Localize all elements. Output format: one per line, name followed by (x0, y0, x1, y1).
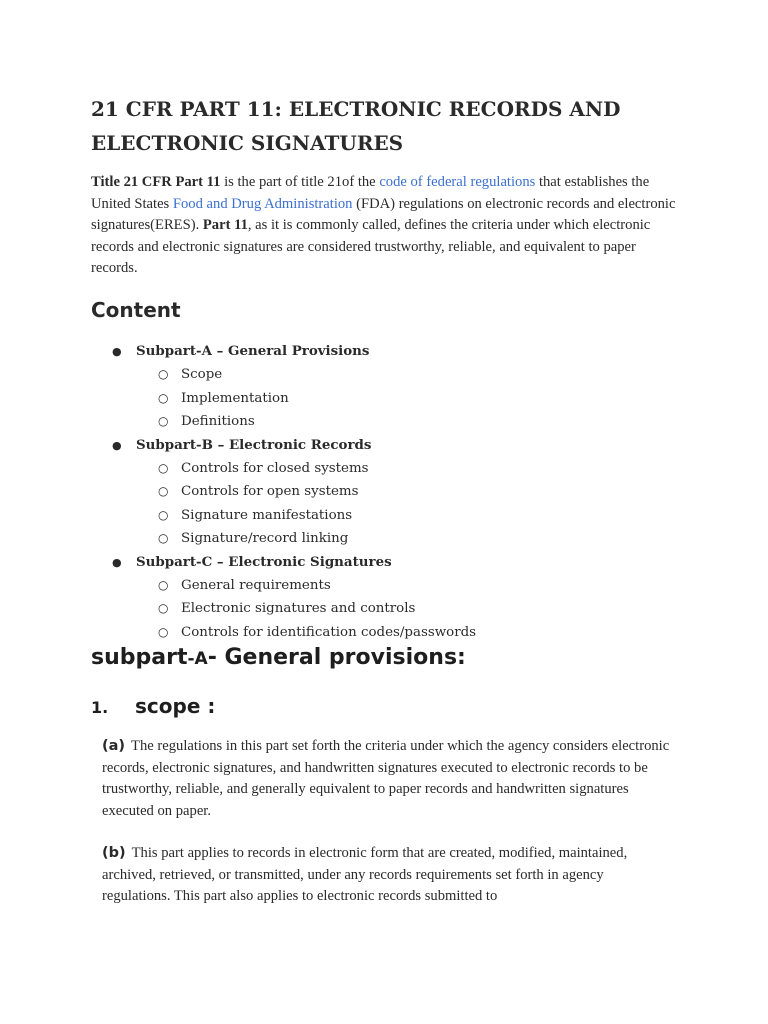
toc-item (0, 480, 768, 503)
toc-item-label: Controls for closed systems (181, 460, 369, 476)
toc-item (0, 363, 768, 386)
toc-item-label: Signature manifestations (181, 507, 353, 523)
toc-item-label: Controls for open systems (181, 484, 359, 500)
scope-heading (91, 694, 215, 718)
circle-bullet-icon: ○ (158, 624, 169, 639)
intro-text-3: (FDA) regulations on electronic records and electronic signatures(ERES). (91, 195, 676, 233)
paragraph-text: This part applies to records in electronic form that are created, modified, maintained, archived, retrieved, or transmitted, under any records requirements set forth in agency regulations. This part also applies to electronic records submitted to (102, 845, 628, 904)
circle-bullet-icon: ○ (158, 367, 169, 382)
paragraph-label: (b) (102, 845, 126, 861)
toc-item (0, 621, 768, 644)
table-of-contents (0, 340, 768, 644)
circle-bullet-icon: ○ (158, 460, 169, 475)
scope-paragraph-b (102, 843, 672, 908)
toc-subpart-label: Subpart-B – Electronic Records (136, 436, 372, 453)
intro-bold-title: Title 21 CFR Part 11 (91, 174, 221, 190)
toc-item (0, 527, 768, 550)
toc-item (0, 597, 768, 620)
toc-item (0, 410, 768, 433)
scope-number: 1. (91, 698, 109, 717)
toc-item-label: Scope (181, 367, 223, 383)
intro-text-1: is the part of title 21of the (220, 174, 380, 190)
toc-subpart-a (0, 340, 768, 363)
intro-text-2: that establishes the United States (91, 174, 650, 212)
subpart-a-heading (91, 645, 466, 670)
scope-title: scope : (135, 694, 216, 718)
toc-item (0, 574, 768, 597)
toc-subpart-b (0, 434, 768, 457)
paragraph-text: The regulations in this part set forth the criteria under which the agency considers electronic records, electronic signatures, and handwritten signatures executed to electronic records to be trustworthy, reliable, and generally equivalent to paper records and handwritten signatures executed on paper. (102, 738, 670, 819)
document-title: 21 CFR PART 11: ELECTRONIC RECORDS AND ELECTRONIC SIGNATURES (91, 97, 621, 155)
toc-subpart-label: Subpart-A – General Provisions (136, 343, 370, 359)
toc-item-label: Implementation (181, 390, 289, 406)
toc-subpart-label: Subpart-C – Electronic Signatures (136, 553, 392, 570)
link-food-and-drug-administration[interactable]: Food and Drug Administration (172, 195, 353, 212)
toc-item (0, 504, 768, 527)
circle-bullet-icon: ○ (158, 601, 169, 616)
circle-bullet-icon: ○ (158, 531, 169, 546)
content-heading: Content (91, 298, 181, 322)
toc-item-label: Controls for identification codes/passwords (181, 624, 477, 640)
subpart-a-heading-part2: -A (187, 649, 208, 669)
circle-bullet-icon: ○ (158, 484, 169, 499)
toc-subpart-c (0, 551, 768, 574)
subpart-a-heading-part1: subpart (91, 645, 188, 670)
toc-item (0, 457, 768, 480)
bullet-icon: ● (112, 555, 122, 569)
circle-bullet-icon: ○ (158, 507, 169, 522)
toc-item-label: Definitions (181, 414, 255, 430)
bullet-icon: ● (112, 438, 122, 452)
bullet-icon: ● (112, 345, 122, 358)
toc-item (0, 387, 768, 410)
toc-item-label: Electronic signatures and controls (181, 601, 416, 617)
subpart-a-heading-part3: - General provisions: (207, 645, 466, 670)
scope-paragraph-a (102, 736, 672, 822)
intro-text-4: , as it is commonly called, defines the criteria under which electronic records and electronic signatures are considered trustworthy, reliable, and equivalent to paper records. (91, 217, 651, 276)
circle-bullet-icon: ○ (158, 390, 169, 405)
toc-item-label: Signature/record linking (181, 531, 349, 547)
circle-bullet-icon: ○ (158, 577, 169, 592)
intro-paragraph (91, 172, 681, 280)
intro-bold-part11: Part 11 (202, 217, 248, 233)
circle-bullet-icon: ○ (158, 414, 169, 429)
link-code-of-federal-regulations[interactable]: code of federal regulations (379, 174, 536, 190)
toc-item-label: General requirements (181, 577, 331, 593)
paragraph-label: (a) (102, 738, 126, 754)
